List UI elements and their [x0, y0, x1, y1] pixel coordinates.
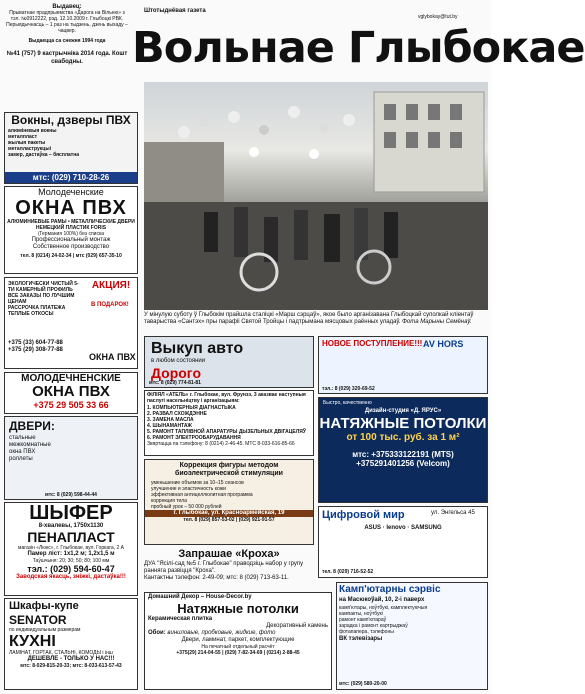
ad-mw2-top: МОЛОДЕЧНЕНСКИЕ: [21, 373, 121, 384]
ad-digital-brands: ASUS · lenovo · SAMSUNG: [364, 525, 442, 531]
ad-senator-cheaper: ДЕШЕВЛЕ - ТОЛЬКО У НАС!!!: [27, 656, 115, 662]
ad-shifer-sizes: Памер ліст: 1х1,2 м; 1,2х1,5 м: [27, 551, 115, 557]
ad-line: РАССРОЧКА ПЛАТЕЖА: [8, 305, 66, 311]
ad-line: рамонт камп'ютараў: [339, 617, 387, 623]
ad-shifer-address: магазін «Люкс», г. Глыбокае, вул. Горкага, 2 А: [18, 545, 124, 551]
ad-figure-title: Коррекция фигуры методом биоэлектрической стимуляции: [175, 462, 283, 477]
ad-line: 3. ЗАМЕНА МАСЛА: [147, 417, 194, 423]
ad-molodechno-windows-2: [4, 372, 138, 414]
ad-mw2-title: ОКНА ПВХ: [32, 383, 110, 400]
ad-promo-phones: [8, 340, 88, 354]
ad-senator-title: Шкафы-купе: [9, 600, 79, 612]
ad-shifer-sub: 8-хвалевы, 1750х1130: [38, 523, 104, 529]
ad-figure-address: г. Глыбокае, ул. Красноармейская, 19: [145, 510, 313, 517]
ad-doors-lines: [5, 435, 137, 463]
publisher-label: Выдавец:: [52, 4, 82, 10]
ad-new-brand: AV HORS: [423, 339, 464, 349]
kroha-text: ДУА "Ясілі-сад №5 г. Глыбокае" праводзіць набор у групу ранняга развіцця "Кроха".: [144, 561, 304, 574]
parade-photo-graphic: [144, 82, 488, 310]
ad-mw2-phone: +375 29 505 33 66: [33, 400, 109, 410]
main-photo: [144, 82, 488, 310]
ad-line: пробный урок – 50 000 рублей: [151, 504, 222, 510]
ad-line: жылыя пакеты: [8, 140, 46, 146]
ad-promo-lines: [8, 281, 84, 317]
ad-ceiling-brand: Дизайн-студия «Д. ЯРУС»: [364, 408, 442, 414]
ad-line: 1. КОМПЬЮТЕРНЫЯ ДІАГНАСТЫКА: [147, 405, 236, 411]
ad-mw-line3: (Германия 100%) без списка: [37, 231, 105, 237]
ad-digital-world: [318, 506, 488, 578]
issue-info: №41 (757) 9 кастрычніка 2014 года. Кошт свабодны.: [6, 51, 128, 65]
ad-windows-promo: [4, 277, 138, 369]
ad-ceiling: [318, 397, 488, 503]
article-kroha: [144, 548, 314, 590]
kroha-phone: Кантактны тэлефон: 2-49-09; мтс: 8 (029) 713-63-11.: [144, 575, 289, 581]
ad-car-price: Дорого: [151, 365, 201, 381]
ad-shifer-thickness: Таўшчыня: 20; 30; 50; 80; 100 мм: [32, 558, 110, 564]
ad-ceiling-price: от 100 тыс. руб. за 1 м²: [346, 432, 460, 443]
ad-ceiling-sub: Быстро, качественно: [323, 400, 372, 406]
ad-service-address: на Масюкоўай, 10, 2-і паверх: [339, 597, 425, 603]
ad-line: металпласт: [8, 134, 38, 140]
ad-new-badge: НОВОЕ ПОСТУПЛЕНИЕ!!!: [322, 339, 423, 348]
ad-mw-title: ОКНА ПВХ: [15, 197, 127, 219]
ad-line: зарадка і рамонт картрыджаў: [339, 623, 408, 629]
ad-ceiling-phone2: +375291401256 (Velcom): [356, 459, 450, 468]
ad-line: замер, дастаўка – бясплатна: [8, 152, 80, 158]
photo-credit: Фота Марыны Семёнаў.: [402, 319, 472, 325]
ad-shifer: [4, 502, 138, 596]
ad-car-phone: мтс: 8 (029) 774-81-81: [149, 380, 201, 386]
ad-line: межкомнатные: [9, 442, 51, 448]
ad-line: уменьшение объемов за 10–15 сеансов: [151, 480, 244, 486]
ad-promo-label: ОКНА ПВХ: [89, 352, 136, 362]
ad-windows-doors: [4, 112, 138, 184]
tagline: Штотыднёвая газета: [144, 8, 206, 14]
ad-figure-phone: тел. 8 (029) 857-53-02 | (029) 921-91-57: [183, 517, 275, 523]
ad-senator: [4, 598, 138, 690]
ad-doors-phone: мтс: 8 (029) 598-44-44: [45, 492, 97, 498]
ad-mw-phone: тел. 8 (0214) 24-02-34 | мтс (029) 657-35-10: [20, 253, 122, 259]
ad-house-title: Натяжные потолки: [177, 601, 299, 616]
ad-house-oboi-label: Обои:: [148, 630, 166, 636]
ad-doors: [4, 416, 138, 500]
ad-house-extra: Двери, ламинат, паркет, комплектующие: [181, 637, 295, 643]
ad-line: окна ПВХ: [9, 449, 36, 455]
ad-line: металластрукцыі: [8, 146, 52, 152]
ad-house-oboi: виниловые, пробковые, жидкие, фото: [167, 630, 276, 636]
ad-senator-brand: SENATOR: [9, 613, 67, 627]
ad-mw-line5: Собственное производство: [32, 244, 110, 250]
ad-shifer-brand: ПЕНАПЛАСТ: [27, 529, 115, 545]
ad-line: 6. РАМОНТ ЭЛЕКТРООБАРУДАВАННЯ: [147, 435, 241, 441]
ad-line: эффективная антицеллюлитная программа: [151, 492, 253, 498]
founded-text: Выдаецца са снежня 1994 года: [28, 38, 106, 44]
ad-car-title: Выкуп авто: [151, 340, 244, 357]
ad-house-sub2: Декоративный камень: [266, 623, 328, 629]
ad-house-decor: [144, 592, 332, 690]
ad-house-note: На печатный отдельный расчёт: [201, 644, 275, 650]
ad-figure-lines: [145, 480, 313, 510]
ad-digital-address: ул. Энгельса 45: [431, 510, 475, 516]
ad-promo-phone2: +375 (29) 308-77-88: [8, 347, 63, 353]
publisher-text: Прыватнае прадпрыемства «Дарога на Вільню» з тэл. №0912222, рэд. 12.10.2009 г. Глыбоцкі РВК. Перыядычнасць – 1 раз на тыдзень, дзень выхаду – чацвер.: [6, 10, 128, 34]
ad-car-buyout: [144, 336, 314, 388]
ad-service-title: Камп'ютарны сэрвіс: [339, 584, 441, 595]
ad-new-phone: тэл.: 8 (029) 320-69-52: [322, 386, 375, 392]
email: vglybokay@tut.by: [418, 14, 458, 20]
ad-senator-phone: мтс: 8-029-815-20-33; мтс: 8-033-613-57-43: [20, 663, 122, 669]
photo-caption: [144, 312, 488, 332]
ad-windows-doors-phone: мтс: (029) 710-28-26: [5, 172, 137, 183]
ad-service-tv: ВК тэлевізары: [339, 636, 383, 642]
ad-new-arrival: [318, 336, 488, 394]
ad-line: 4. ШЫНАМАНТАЖ: [147, 423, 192, 429]
ad-shifer-title: ШЫФЕР: [29, 502, 113, 524]
ad-atelier-text: ФІЛІЯЛ «АТЕЛЬ» г. Глыбокае, вул. Фрунзэ, 3 аказвае наступныя паслугі насельніцтву і арганізацыям:: [147, 392, 306, 404]
kroha-title: Запрашае «Кроха»: [178, 548, 280, 560]
ad-line: алюміневыя вокны: [8, 128, 57, 134]
ad-senator-sub: по индивидуальным размерам: [9, 627, 81, 633]
ad-digital-title: Цифровой мир: [322, 509, 405, 521]
ad-shifer-phone: тэл.: (029) 594-60-47: [27, 564, 115, 574]
ad-mw-line4: Профессиональный монтаж: [31, 237, 111, 243]
ad-line: ВСЕ ЗАКАЗЫ ПО ЛУЧШИМ ЦЕНАМ: [8, 293, 75, 305]
ad-atelier: [144, 390, 314, 456]
ad-line: роллеты: [9, 456, 33, 462]
ad-computer-service: [336, 582, 488, 690]
ad-shifer-slogan: Заводская якасць, зніжкі, дастаўка!!!: [16, 574, 126, 580]
ad-promo-phone1: +375 (33) 604-77-88: [8, 340, 63, 346]
ad-mw-line2: НЕМЕЦКИЙ ПЛАСТИК FORIS: [35, 225, 107, 231]
ad-ceiling-title: НАТЯЖНЫЕ ПОТОЛКИ: [319, 415, 487, 432]
ad-doors-title: ДВЕРИ:: [9, 419, 55, 433]
ad-line: ТЕПЛЫЕ ОТКОСЫ: [8, 311, 54, 317]
ad-car-sub: в любом состоянии: [151, 358, 206, 364]
ad-line: 2. РАЗВАЛ СХОЖДЭННЕ: [147, 411, 207, 417]
ad-line: фотапапера, тэлефоны: [339, 629, 394, 635]
ad-senator-materials: ЛАМІНАТ, ГОРТАК, СТАЛЬНІ, КОМОДЫ і інш: [9, 650, 113, 656]
ad-line: улучшение и эластичность кожи: [151, 486, 226, 492]
ad-atelier-phone: Звяртацца па тэлефону: 8 (0214) 2-46-45. МТС 8-033-616-85-66: [147, 441, 295, 447]
ad-line: кампакты, ноўтбукі: [339, 611, 383, 617]
ad-mw-top: Молодеченские: [38, 187, 104, 197]
ad-atelier-items: [145, 405, 313, 441]
masthead-title: Вольнае Глыбокае: [132, 23, 585, 73]
publisher-info: [6, 4, 128, 108]
ad-promo-gift: В ПОДАРОК!: [91, 302, 129, 308]
ad-service-lines: [337, 604, 487, 636]
ad-windows-doors-lines: [5, 127, 137, 159]
ad-molodechno-windows: [4, 186, 138, 274]
ad-ceiling-phone1: мтс: +375333122191 (MTS): [352, 450, 454, 459]
ad-windows-doors-title: Вокны, дзверы ПВХ: [11, 113, 131, 127]
ad-house-sub1: Керамическая плитка: [148, 616, 213, 622]
ad-line: стальные: [9, 435, 36, 441]
photo-caption-text: У мінулую суботу ў Глыбокім прайшла сталіцкі «Марш сэрцаў», якое было арганізавана Глыбоцкай суполкай кліентаў таварыства «Сантэх» пры парафіі Святой Тройцы і падтрымана мясцовых раённых уладаў.: [144, 312, 474, 325]
ad-line: 5. РАМОНТ ТАПЛІВНОЙ АПАРАТУРЫ ДЫЗЕЛЬНЫХ ДВІГАЦЕЛЯЎ: [147, 429, 306, 435]
ad-digital-phone: тел. 8 (029) 716-52-52: [322, 569, 374, 575]
ad-service-phone: мтс: (029) 580-20-00: [339, 681, 387, 687]
ad-promo-badge: АКЦИЯ!: [91, 280, 131, 291]
ad-line: ЭКОЛОГИЧЕСКИ ЧИСТЫЙ 5-ТИ КАМЕРНЫЙ ПРОФИЛЬ: [8, 281, 79, 293]
ad-line: коррекция тела: [151, 498, 187, 504]
ad-house-brand: Домашний Декор – House-Decor.by: [148, 594, 252, 600]
ad-house-phone: +375(29) 214-04-55 | (029) 7-82-34-69 | (0214) 2-88-45: [176, 650, 300, 656]
ad-figure-correction: [144, 459, 314, 545]
ad-mw-line1: АЛЮМИНИЕВЫЕ РАМЫ • МЕТАЛЛИЧЕСКИЕ ДВЕРИ: [7, 219, 135, 225]
ad-line: камп'ютары, ноўтбукі, камплектуючыя: [339, 605, 428, 611]
ad-senator-kitchen: КУХНІ: [9, 633, 56, 650]
